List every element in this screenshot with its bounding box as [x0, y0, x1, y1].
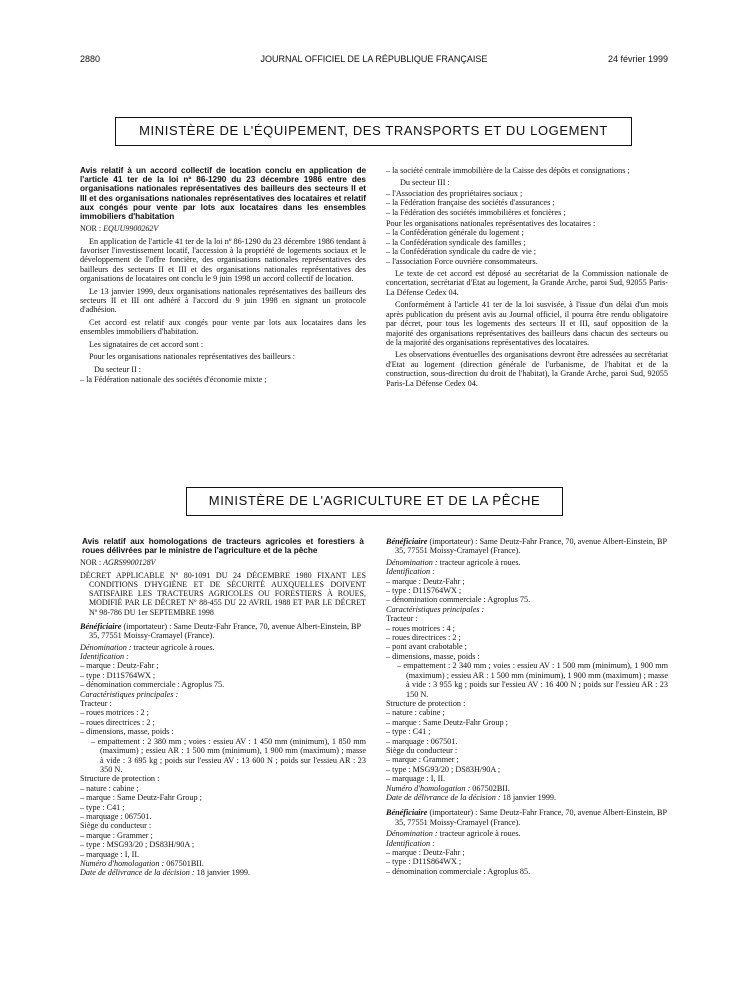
list-item: – la Confédération générale du logement ; [386, 228, 524, 238]
list-item: – dimensions, masse, poids : [80, 727, 174, 737]
tractor-label: Tracteur : [80, 699, 112, 709]
list-item: – type : D11S764WX ; [80, 670, 156, 680]
ministry-title: MINISTÈRE DE L'ÉQUIPEMENT, DES TRANSPORTS ET DU LOGEMENT [139, 123, 608, 138]
dimensions: – empattement : 2 340 mm ; voies : essieu AV : 1 500 mm (minimum), 1 900 mm (maximum) ; essieu AR : 1 500 mm (minimum), 1 900 mm (maximum) ; masse à vide : 3 955 kg ; poids sur l'essieu AV : 16 400 N ; poids sur l'essieu AR : 23 150 N. [397, 661, 668, 699]
denomination: Dénomination : tracteur agricole à roues. [386, 829, 521, 839]
denomination: Dénomination : tracteur agricole à roues. [386, 557, 521, 567]
list-item: – marque : Deutz-Fahr ; [386, 848, 465, 857]
identification-label: Identification : [386, 567, 435, 577]
list-item: – type : C41 ; [80, 802, 125, 812]
list-item: – la Fédération française des sociétés d'assurances ; [386, 198, 555, 208]
structure-label: Structure de protection : [386, 698, 466, 708]
list-item: – roues motrices : 4 ; [386, 623, 455, 633]
list-item: – type : D11S764WX ; [386, 586, 462, 596]
list-item: – l'Association des propriétaires sociaux ; [386, 188, 523, 198]
decree-heading: DÉCRET APPLICABLE Nº 80-1091 DU 24 DÉCEMBRE 1980 FIXANT LES CONDITIONS D'HYGIÈNE ET DE SÉCURITÉ AUXQUELLES DOIVENT SATISFAIRE LES TRACTEURS AGRICOLES OU FORESTIERS À ROUES, MODIFIÉ PAR LE DÉCRET Nº 88-455 DU 22 AVRIL 1988 ET PAR LE DÉCRET Nº 98-786 DU 1er SEPTEMBRE 1998 [80, 570, 366, 617]
identification-label: Identification : [80, 652, 129, 662]
sector-heading: Du secteur II : [94, 364, 142, 374]
list-item: – roues directrices : 2 ; [80, 717, 155, 727]
list-item: – la Fédération des sociétés immobilières et foncières ; [386, 207, 566, 217]
nor-reference: NOR : AGRS9900128V [80, 558, 156, 568]
list-item: – nature : cabine ; [80, 783, 139, 793]
list-item: – la Fédération nationale des sociétés d'économie mixte ; [80, 374, 267, 384]
list-item: – dénomination commerciale : Agroplus 85. [386, 866, 531, 876]
list-item: – marque : Grammer ; [80, 830, 153, 840]
dimensions: – empattement : 2 380 mm ; voies : essieu AV : 1 450 mm (minimum), 1 850 mm (maximum) ; essieu AR : 1 500 mm (minimum), 1 900 mm (maximum) ; masse à vide : 3 695 kg ; poids sur l'essieu AV : 13 600 N ; poids sur l'essieu AR : 23 350 N. [91, 736, 366, 774]
decision-date: Date de délivrance de la décision : 18 janvier 1999. [80, 868, 251, 878]
list-item: – la société centrale immobilière de la Caisse des dépôts et consignations ; [386, 166, 630, 175]
denomination: Dénomination : tracteur agricole à roues. [80, 642, 215, 652]
list-item: – marquage : 067501. [80, 811, 152, 821]
list-item: – roues motrices : 2 ; [80, 708, 149, 718]
list-item: – marque : Same Deutz-Fahr Group ; [80, 793, 202, 803]
list-item: – nature : cabine ; [386, 708, 445, 718]
beneficiary: Bénéficiaire (importateur) : Same Deutz-Fahr France, 70, avenue Albert-Einstein, BP 35, 77551 Moissy-Cramayel (France). [386, 537, 667, 556]
list-item: – roues directrices : 2 ; [386, 633, 461, 643]
decision-date: Date de délivrance de la décision : 18 janvier 1999. [386, 792, 557, 802]
paragraph: Le texte de cet accord est déposé au secrétariat de la Commission nationale de concertation, secrétariat d'Etat au logement, la Grande Arche, paroi Sud, 92055 Paris-La Défense Cedex 04. [386, 269, 668, 297]
list-item: – type : MSG93/20 ; DS83H/90A ; [386, 764, 501, 774]
ministry-box-equipement [115, 117, 632, 146]
list-item: – la Confédération syndicale du cadre de vie ; [386, 247, 537, 257]
seat-label: Siège du conducteur : [80, 821, 152, 831]
nor-reference: NOR : EQUU9900262V [80, 224, 159, 234]
paragraph: Le 13 janvier 1999, deux organisations nationales représentatives des bailleurs des secteurs II et III ont adhéré à l'accord du 9 juin 1998 en signant un protocole d'adhésion. [80, 286, 366, 315]
paragraph: Pour les organisations nationales représentatives des bailleurs : [89, 352, 296, 362]
list-item: – type : C41 ; [386, 727, 431, 737]
homologation-number: Numéro d'homologation : 067501BII. [80, 858, 204, 868]
list-item: – l'association Force ouvrière consommateurs. [386, 256, 538, 266]
list-item: – marque : Same Deutz-Fahr Group ; [386, 717, 508, 727]
beneficiary: Bénéficiaire (importateur) : Same Deutz-Fahr France, 70, avenue Albert-Einstein, BP 35, 77551 Moissy-Cramayel (France). [386, 808, 667, 827]
section2-right-column [386, 537, 668, 876]
paragraph: Les observations éventuelles des organisations devront être adressées au secrétariat d'Etat au logement (direction générale de l'urbanisme, de l'habitat et de la construction, sous-direction du droit de l'habitat), la Grande Arche, paroi Sud, 92055 Paris-La Défense Cedex 04. [386, 350, 668, 388]
list-item: – dénomination commerciale : Agroplus 75. [386, 595, 531, 605]
seat-label: Siège du conducteur : [386, 745, 458, 755]
list-item: – marque : Deutz-Fahr ; [80, 661, 159, 671]
journal-title: JOURNAL OFFICIEL DE LA RÉPUBLIQUE FRANÇAISE [260, 54, 488, 64]
list-item: – marquage : 067501. [386, 736, 458, 746]
beneficiary: Bénéficiaire (importateur) : Same Deutz-Fahr France, 70, avenue Albert-Einstein, BP 35, 77551 Moissy-Cramayel (France). [80, 621, 361, 641]
characteristics-label: Caractéristiques principales : [386, 604, 485, 614]
list-item: – dénomination commerciale : Agroplus 75. [80, 680, 225, 690]
section1-right-column [386, 166, 668, 391]
paragraph: Conformément à l'article 41 ter de la loi susvisée, à l'issue d'un délai d'un mois après publication du présent avis au Journal officiel, il pourra être rendu obligatoire par décret, pour tous les logements des secteurs II et III, sauf opposition de la majorité des organisations représentatives des bailleurs dans chacun des secteurs ou de la majorité des organisations représentatives des locataires. [386, 300, 668, 347]
list-item: – pont avant crabotable ; [386, 642, 467, 652]
list-item: – type : D11S864WX ; [386, 857, 462, 867]
paragraph: Cet accord est relatif aux congés pour vente par lots aux locataires dans les ensembles immobiliers d'habitation. [80, 317, 366, 337]
structure-label: Structure de protection : [80, 774, 160, 784]
tractor-label: Tracteur : [386, 614, 418, 624]
list-item: – marque : Deutz-Fahr ; [386, 576, 465, 586]
ministry-title: MINISTÈRE DE L'AGRICULTURE ET DE LA PÊCHE [208, 493, 541, 508]
notice-title: Avis relatif aux homologations de tracteurs agricoles et forestiers à roues délivrées par le ministre de l'agriculture et de la pêche [82, 537, 364, 556]
running-header [80, 54, 668, 68]
paragraph: En application de l'article 41 ter de la loi nº 86-1290 du 23 décembre 1986 tendant à favoriser l'investissement locatif, l'accession à la propriété de logements sociaux et le développement de l'offre foncière, des organisations nationales représentatives des bailleurs des secteurs II et III et des organisations nationales représentatives des organisations de locataires ont conclu le 9 juin 1998 un accord collectif de location. [80, 236, 366, 284]
paragraph: Les signataires de cet accord sont : [89, 339, 204, 349]
list-item: – la Confédération syndicale des familles ; [386, 237, 526, 247]
list-item: – marque : Grammer ; [386, 755, 459, 765]
list-item: – marquage : I, II. [386, 774, 446, 784]
list-item: – marquage : I, II. [80, 849, 140, 859]
homologation-number: Numéro d'homologation : 067502BII. [386, 783, 510, 793]
list-item: – type : MSG93/20 ; DS83H/90A ; [80, 840, 195, 850]
notice-title: Avis relatif à un accord collectif de location conclu en application de l'article 41 ter de la loi nº 86-1290 du 23 décembre 1986 entre des organisations nationales représentatives des bailleurs des secteurs II et III et des organisations nationales représentatives des locataires et relatif aux congés pour vente par lots aux locataires dans les ensembles immobiliers d'habitation [80, 166, 366, 222]
identification-label: Identification : [386, 838, 435, 848]
section1-left-column [80, 166, 366, 384]
sector-heading: Du secteur III : [400, 178, 450, 188]
page-number: 2880 [80, 54, 101, 64]
characteristics-label: Caractéristiques principales : [80, 689, 179, 699]
section2-left-column [80, 537, 366, 878]
tenants-intro: Pour les organisations nationales représentatives des locataires : [386, 219, 596, 229]
list-item: – dimensions, masse, poids : [386, 651, 480, 661]
issue-date: 24 février 1999 [607, 54, 668, 64]
ministry-box-agriculture [186, 487, 563, 516]
